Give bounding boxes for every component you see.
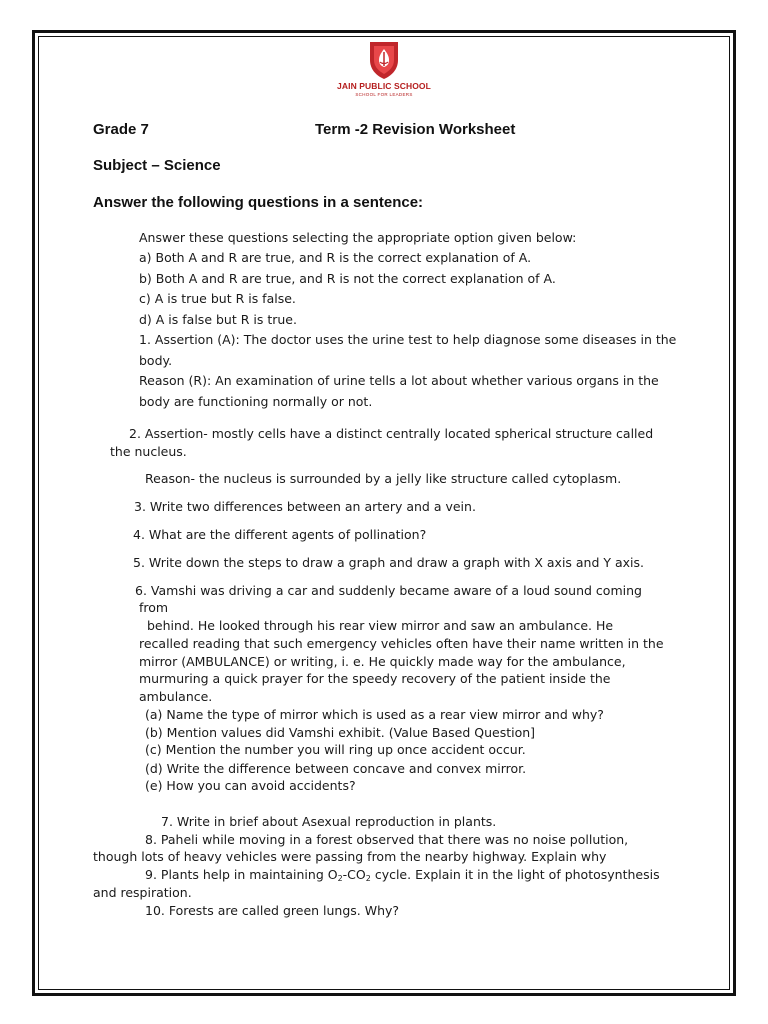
q1-reason-line1: Reason (R): An examination of urine tells a lot about whether various organs in the (139, 373, 659, 388)
q9-sub-2: 2 (365, 874, 371, 883)
q9-text-pre: 9. Plants help in maintaining O (145, 867, 338, 882)
q8-line1: 8. Paheli while moving in a forest observed that there was no noise pollution, (145, 832, 629, 847)
worksheet-title: Term -2 Revision Worksheet (315, 121, 516, 138)
q6-subpart-d: (d) Write the difference between concave and convex mirror. (145, 761, 527, 776)
q9-text-post: cycle. Explain it in the light of photosynthesis (370, 867, 660, 882)
q9-text-mid: -CO (342, 867, 366, 882)
question-7: 7. Write in brief about Asexual reproduction in plants. (161, 814, 497, 829)
q6-line3: behind. He looked through his rear view mirror and saw an ambulance. He (147, 618, 614, 633)
q2-assertion-line1: 2. Assertion- mostly cells have a distinct centrally located spherical structure called (129, 426, 654, 441)
option-c: c) A is true but R is false. (139, 291, 296, 306)
question-5: 5. Write down the steps to draw a graph and draw a graph with X axis and Y axis. (133, 555, 645, 570)
q9-line1 (145, 866, 660, 883)
q6-subpart-b: (b) Mention values did Vamshi exhibit. (Value Based Question] (145, 725, 536, 740)
q9-sub-1: 2 (337, 874, 343, 883)
school-logo (336, 40, 432, 104)
q2-assertion-line2: the nucleus. (110, 444, 187, 459)
option-a: a) Both A and R are true, and R is the correct explanation of A. (139, 250, 532, 265)
subject-label: Subject – Science (93, 157, 221, 174)
school-crest-icon (366, 40, 402, 80)
q6-line7: ambulance. (139, 689, 213, 704)
q6-subpart-e: (e) How you can avoid accidents? (145, 778, 356, 793)
question-4: 4. What are the different agents of pollination? (133, 527, 427, 542)
question-10: 10. Forests are called green lungs. Why? (145, 903, 400, 918)
q6-line1: 6. Vamshi was driving a car and suddenly became aware of a loud sound coming (135, 583, 642, 598)
option-d: d) A is false but R is true. (139, 312, 297, 327)
q6-line6: murmuring a quick prayer for the speedy recovery of the patient inside the (139, 671, 611, 686)
q6-subpart-c: (c) Mention the number you will ring up once accident occur. (145, 742, 526, 757)
q1-assertion-line2: body. (139, 353, 173, 368)
q1-assertion-line1: 1. Assertion (A): The doctor uses the urine test to help diagnose some diseases in the (139, 332, 677, 347)
q2-reason: Reason- the nucleus is surrounded by a jelly like structure called cytoplasm. (145, 471, 622, 486)
q8-line2: though lots of heavy vehicles were passing from the nearby highway. Explain why (93, 849, 607, 864)
grade-label: Grade 7 (93, 121, 149, 138)
q9-line2: and respiration. (93, 885, 192, 900)
q1-reason-line2: body are functioning normally or not. (139, 394, 373, 409)
instruction-heading: Answer the following questions in a sentence: (93, 194, 424, 211)
school-name: JAIN PUBLIC SCHOOL (337, 81, 431, 91)
q6-line2: from (139, 600, 169, 615)
question-3: 3. Write two differences between an artery and a vein. (134, 499, 476, 514)
assertion-intro: Answer these questions selecting the appropriate option given below: (139, 230, 577, 245)
q6-line5: mirror (AMBULANCE) or writing, i. e. He quickly made way for the ambulance, (139, 654, 626, 669)
q6-subpart-a: (a) Name the type of mirror which is used as a rear view mirror and why? (145, 707, 604, 722)
school-tagline: SCHOOL FOR LEADERS (355, 92, 413, 97)
option-b: b) Both A and R are true, and R is not the correct explanation of A. (139, 271, 556, 286)
q6-line4: recalled reading that such emergency vehicles often have their name written in the (139, 636, 664, 651)
